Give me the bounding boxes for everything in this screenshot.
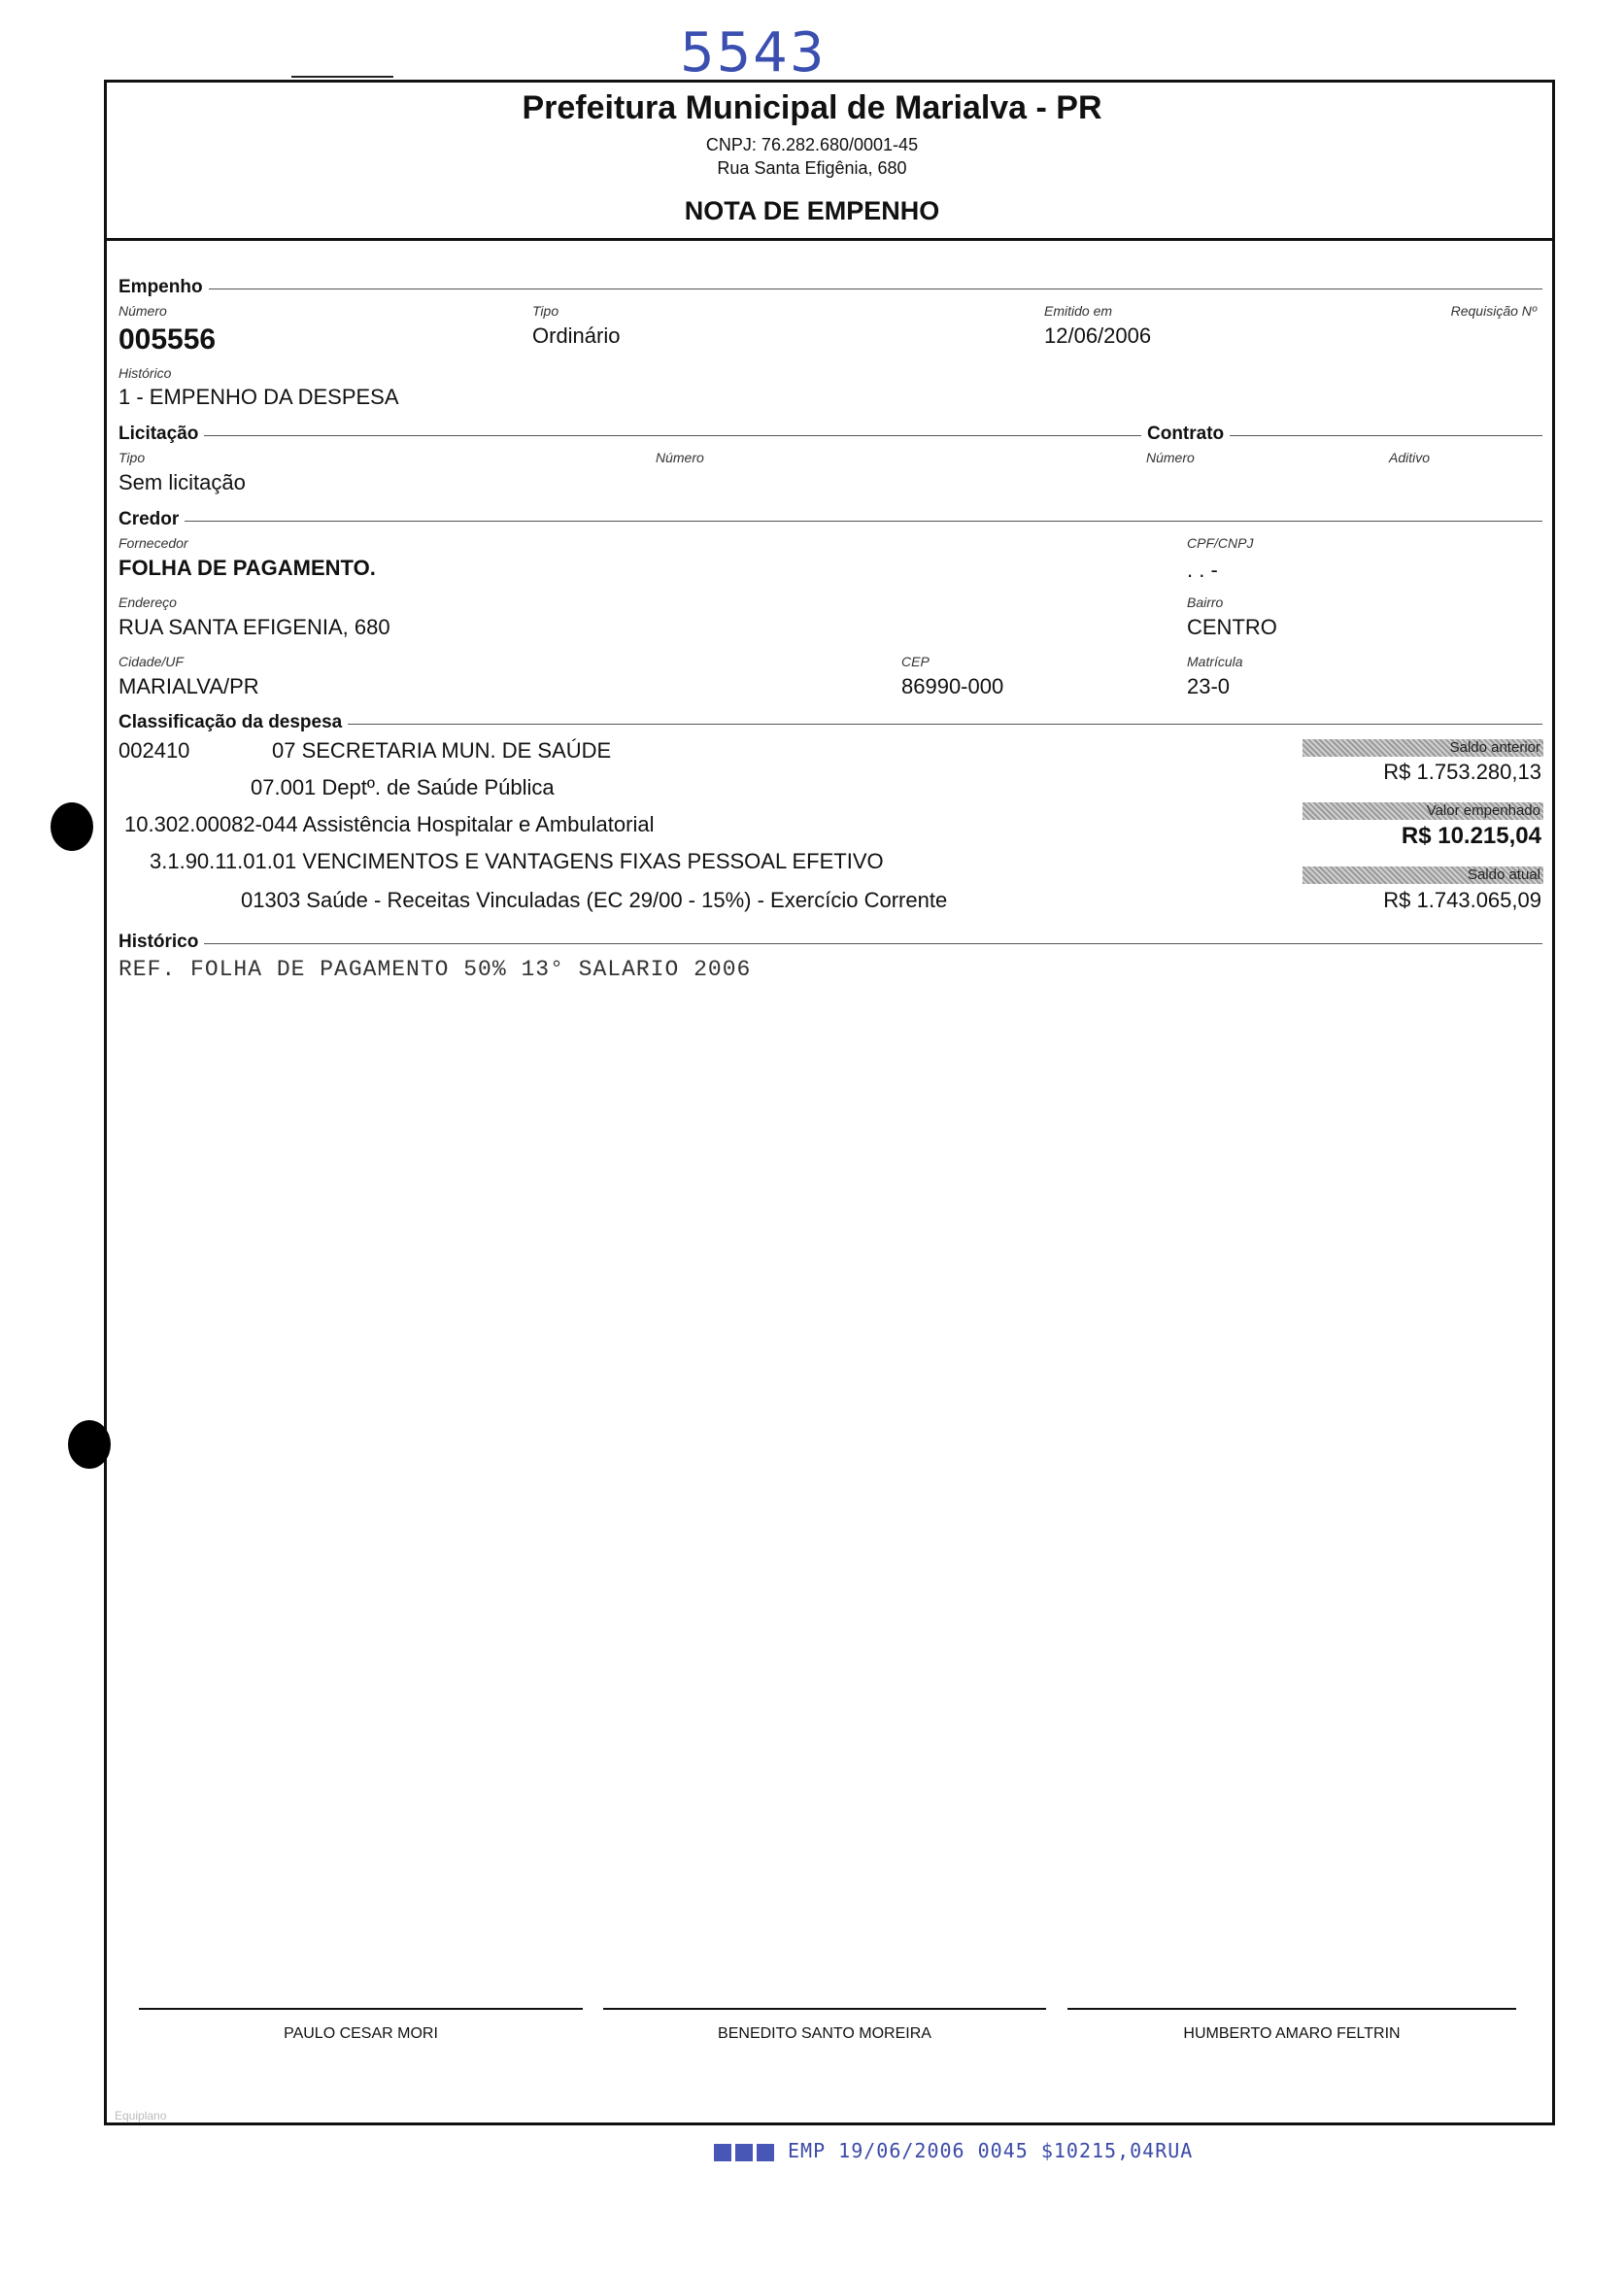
matricula-value: 23-0 [1187,674,1231,698]
credor-rule [118,521,1542,522]
valor-empenhado-value: R$ 10.215,04 [1401,823,1541,849]
saldo-anterior-label: Saldo anterior [1449,739,1540,756]
stamp-text: EMP 19/06/2006 0045 $10215,04RUA [788,2139,1194,2162]
top-pen-line [291,76,393,78]
credor-section-title: Credor [118,509,185,530]
licitacao-numero-label: Número [656,450,704,465]
signature-name-3: HUMBERTO AMARO FELTRIN [1183,2025,1401,2042]
fornecedor-label: Fornecedor [118,535,188,551]
stamp-icon [735,2144,753,2161]
elemento-despesa: 3.1.90.11.01.01 VENCIMENTOS E VANTAGENS FIXAS PESSOAL EFETIVO [150,849,884,873]
cep-value: 86990-000 [901,674,1004,698]
cpf-value: . . - [1187,558,1218,582]
empenho-number: 005556 [118,323,217,356]
document-type: NOTA DE EMPENHO [684,196,940,225]
numero-label: Número [118,303,167,319]
punch-hole-top [51,802,93,851]
stamp-icon [757,2144,774,2161]
saldo-atual-value: R$ 1.743.065,09 [1383,888,1541,912]
tipo-value: Ordinário [532,323,621,348]
classificacao-section-title: Classificação da despesa [118,712,348,733]
signature-line-3 [1067,2008,1516,2010]
contrato-numero-label: Número [1146,450,1195,465]
software-mark: Equiplano [115,2109,167,2122]
signature-line-2 [603,2008,1046,2010]
punch-hole-bottom [68,1420,111,1469]
cep-label: CEP [901,654,930,669]
funcional-programatica: 10.302.00082-044 Assistência Hospitalar e Ambulatorial [124,812,655,836]
endereco-label: Endereço [118,594,177,610]
orgao-name: 07 SECRETARIA MUN. DE SAÚDE [272,738,612,763]
signature-line-1 [139,2008,583,2010]
contrato-aditivo-label: Aditivo [1389,450,1431,465]
municipality-title: Prefeitura Municipal de Marialva - PR [522,89,1102,126]
bairro-label: Bairro [1187,594,1224,610]
cidade-value: MARIALVA/PR [118,674,259,698]
historico-section-title: Histórico [118,932,204,953]
signature-name-2: BENEDITO SANTO MOREIRA [718,2025,931,2042]
fonte-recurso: 01303 Saúde - Receitas Vinculadas (EC 29/00 - 15%) - Exercício Corrente [241,888,948,912]
orgao-code: 002410 [118,738,190,763]
stamp-icon [714,2144,731,2161]
fornecedor-value: FOLHA DE PAGAMENTO. [118,556,376,580]
unidade: 07.001 Deptº. de Saúde Pública [251,775,555,799]
cidade-label: Cidade/UF [118,654,184,669]
cnpj: CNPJ: 76.282.680/0001-45 [705,135,919,154]
historico-label: Histórico [118,365,172,381]
historico-rule [118,943,1542,944]
saldo-anterior-value: R$ 1.753.280,13 [1383,760,1541,784]
matricula-label: Matrícula [1187,654,1243,669]
emitido-value: 12/06/2006 [1044,323,1152,348]
licitacao-section-title: Licitação [118,424,204,445]
valor-empenhado-label: Valor empenhado [1426,802,1540,819]
licitacao-tipo-value: Sem licitação [118,470,246,494]
address: Rua Santa Efigênia, 680 [717,158,907,178]
handwritten-page-number: 5543 [680,21,827,85]
processing-stamp [714,2139,1193,2162]
signature-name-1: PAULO CESAR MORI [284,2025,438,2042]
licitacao-tipo-label: Tipo [118,450,146,465]
historico-value: 1 - EMPENHO DA DESPESA [118,385,399,409]
emitido-label: Emitido em [1044,303,1113,319]
header-separator [104,238,1555,241]
bairro-value: CENTRO [1187,615,1277,639]
endereco-value: RUA SANTA EFIGENIA, 680 [118,615,390,639]
tipo-label: Tipo [532,303,559,319]
contrato-section-title: Contrato [1141,424,1230,445]
licitacao-rule [118,435,1542,436]
saldo-atual-label: Saldo atual [1467,866,1540,883]
historico-text: REF. FOLHA DE PAGAMENTO 50% 13° SALARIO 2006 [118,957,752,982]
requisicao-label: Requisição Nº [1450,303,1537,319]
empenho-section-title: Empenho [118,277,209,298]
cpf-label: CPF/CNPJ [1187,535,1254,551]
